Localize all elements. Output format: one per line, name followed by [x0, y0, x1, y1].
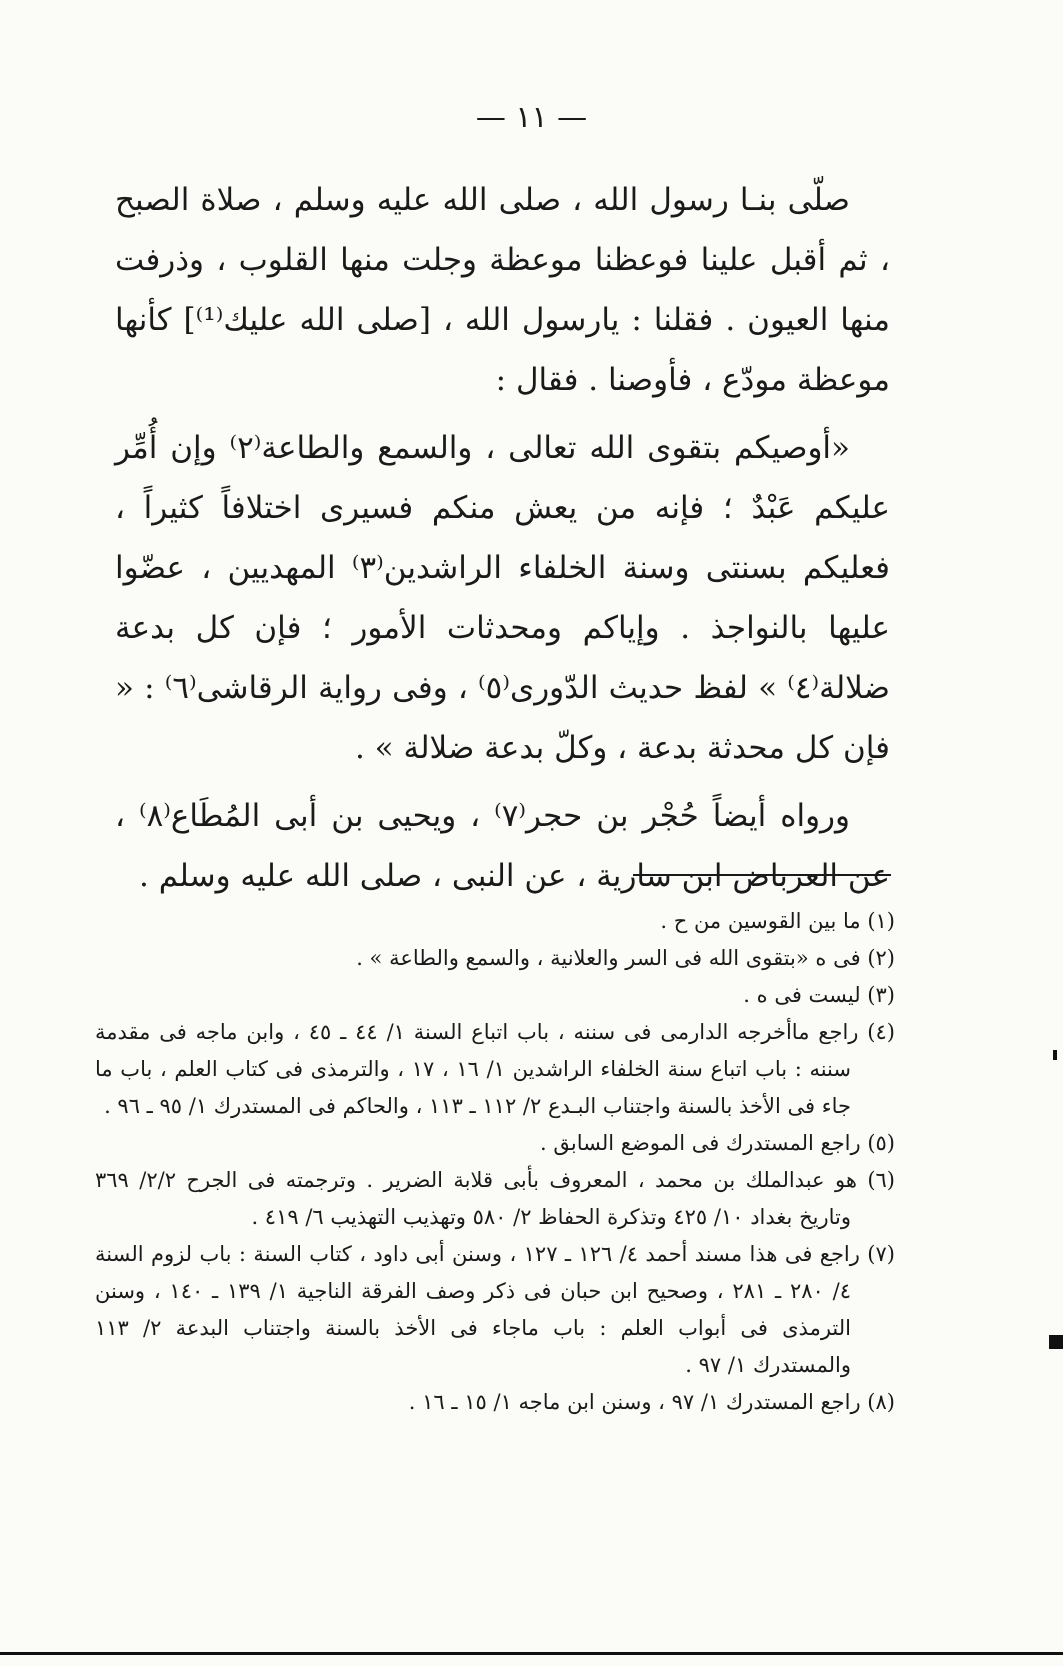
- paragraph-other-narrations: ورواه أيضاً حُجْر بن حجر⁽٧⁾ ، ويحيى بن أبى المُطَاع⁽٨⁾ ، عن العرباض ابن سارية ، عن النبى ، صلى الله عليه وسلم .: [115, 798, 890, 894]
- main-text: [115, 170, 890, 914]
- paragraph-hadith-intro: صلّى بنـا رسول الله ، صلى الله عليه وسلم ، صلاة الصبح ، ثم أقبل علينا فوعظنا موعظة وجلت منها القلوب ، وذرفت منها العيون . فقلنا : يارسول الله ، [صلى الله عليك⁽¹⁾] كأنها موعظة مودّع ، فأوصنا . فقال :: [115, 182, 890, 398]
- scan-margin-mark: [1049, 1335, 1063, 1349]
- footnote-1: (١) ما بين القوسين من ح .: [660, 909, 895, 933]
- footnotes: [95, 903, 895, 1421]
- paragraph-hadith-text: «أوصيكم بتقوى الله تعالى ، والسمع والطاعة⁽٢⁾ وإن أُمِّر عليكم عَبْدٌ ؛ فإنه من يعش منكم فسيرى اختلافاً كثيراً ، فعليكم بسنتى وسنة الخلفاء الراشدين⁽٣⁾ المهديين ، عضّوا عليها بالنواجذ . وإياكم ومحدثات الأمور ؛ فإن كل بدعة ضلالة⁽٤⁾ » لفظ حديث الدّورى⁽٥⁾ ، وفى رواية الرقاشى⁽٦⁾ : « فإن كل محدثة بدعة ، وكلّ بدعة ضلالة » .: [115, 430, 890, 766]
- scan-margin-mark: [1053, 1050, 1057, 1060]
- page-number: — ١١ —: [475, 100, 588, 135]
- footnote-5: (٥) راجع المستدرك فى الموضع السابق .: [540, 1131, 895, 1155]
- footnote-8: (٨) راجع المستدرك ١/ ٩٧ ، وسنن ابن ماجه ١/ ١٥ ـ ١٦ .: [408, 1390, 895, 1414]
- footnote-2: (٢) فى ه «بتقوى الله فى السر والعلانية ، والسمع والطاعة » .: [356, 946, 895, 970]
- footnote-separator: [633, 874, 891, 876]
- footnote-7: (٧) راجع فى هذا مسند أحمد ٤/ ١٢٦ ـ ١٢٧ ، وسنن أبى داود ، كتاب السنة : باب لزوم السنة ٤/ ٢٨٠ ـ ٢٨١ ، وصحيح ابن حبان فى ذكر وصف الفرقة الناجية ١/ ١٣٩ ـ ١٤٠ ، وسنن الترمذى فى أبواب العلم : باب ماجاء فى الأخذ بالسنة واجتناب البدعة ٢/ ١١٣ والمستدرك ١/ ٩٧ .: [95, 1242, 895, 1377]
- footnote-6: (٦) هو عبدالملك بن محمد ، المعروف بأبى قلابة الضرير . وترجمته فى الجرح ٢/٢/ ٣٦٩ وتاريخ بغداد ١٠/ ٤٢٥ وتذكرة الحفاظ ٢/ ٥٨٠ وتهذيب التهذيب ٦/ ٤١٩ .: [95, 1168, 895, 1229]
- footnote-3: (٣) ليست فى ه .: [743, 983, 895, 1007]
- scan-bottom-border: [0, 1652, 1063, 1655]
- footnote-4: (٤) راجع ماأخرجه الدارمى فى سننه ، باب اتباع السنة ١/ ٤٤ ـ ٤٥ ، وابن ماجه فى مقدمة سننه : باب اتباع سنة الخلفاء الراشدين ١/ ١٦ ، ١٧ ، والترمذى فى كتاب العلم ، باب ما جاء فى الأخذ بالسنة واجتناب البـدع ٢/ ١١٢ ـ ١١٣ ، والحاكم فى المستدرك ١/ ٩٥ ـ ٩٦ .: [95, 1020, 895, 1118]
